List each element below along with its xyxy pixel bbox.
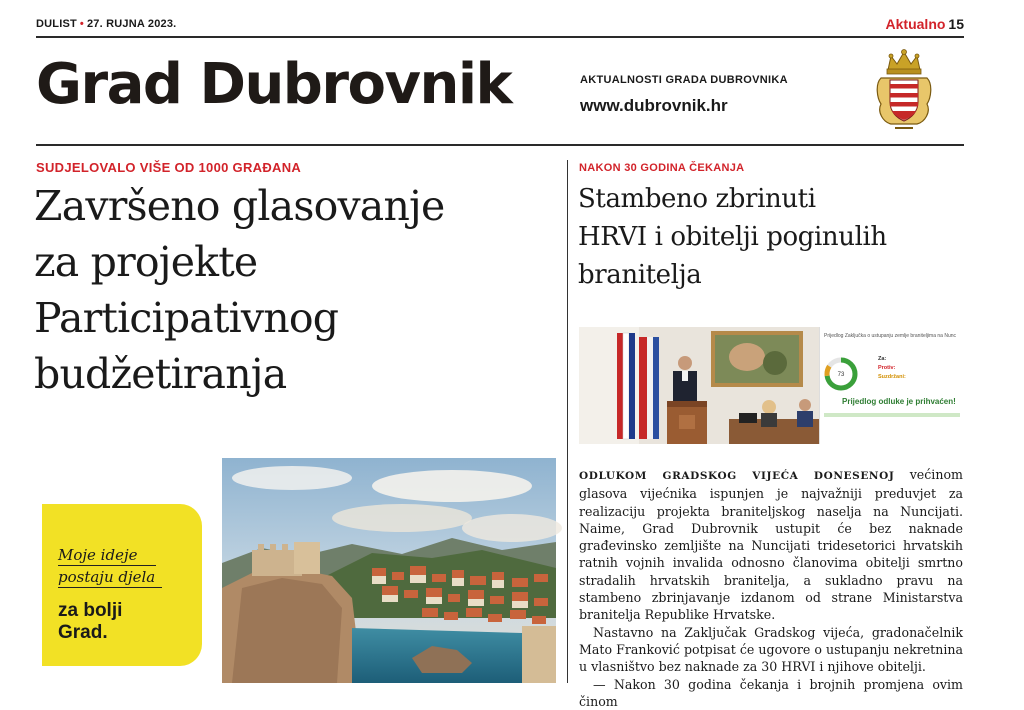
headline-line: HRVI i obitelji poginulih (578, 222, 887, 252)
vote-no-label: Protiv: (878, 365, 896, 371)
dubrovnik-coat-of-arms-icon (873, 44, 935, 136)
masthead-website[interactable]: www.dubrovnik.hr (580, 96, 728, 115)
headline-line: Završeno glasovanje (34, 182, 445, 230)
right-article-headline (578, 180, 958, 294)
promo-line-4: Grad. (58, 622, 108, 643)
headline-line: Stambeno zbrinuti (578, 184, 816, 214)
vote-yes-label: Za: (878, 356, 887, 362)
promo-underline (58, 565, 156, 566)
right-article-kicker: NAKON 30 GODINA ČEKANJA (579, 162, 745, 174)
body-paragraph-2: Nastavno na Zaključak Gradskog vijeća, gradonačelnik Mato Franković potpisat će ugovore o ustupanju nekretnina u vlasništvo bez naknade za 30 HRVI i njihove obitelji. (579, 624, 963, 675)
left-article-headline (34, 178, 564, 402)
promo-underline (58, 587, 162, 588)
masthead-subtitle: AKTUALNOSTI GRADA DUBROVNIKA (580, 74, 788, 86)
page-number: 15 (948, 16, 964, 32)
left-article-kicker: SUDJELOVALO VIŠE OD 1000 GRAĐANA (36, 160, 302, 175)
separator: • (79, 18, 84, 30)
promo-line-3: za bolji (58, 600, 123, 621)
section-info (886, 16, 964, 32)
vote-counts (878, 355, 906, 382)
headline-line: za projekte (34, 238, 258, 286)
masthead-rule (36, 144, 964, 146)
city-council-photo (579, 327, 819, 444)
vote-screen-title: Prijedlog Zaključka o ustupanju zemlje braniteljima na Nunc (824, 333, 957, 339)
headline-line: Participativnog (34, 294, 339, 342)
issue-bar (36, 18, 964, 36)
vote-gauge-icon (822, 355, 860, 393)
column-divider (567, 160, 568, 683)
vote-result-screen (819, 327, 962, 444)
promo-line-2: postaju djela (58, 568, 156, 586)
dubrovnik-coast-image (222, 458, 556, 683)
right-article-body (579, 466, 963, 710)
vote-result-text: Prijedlog odluke je prihvaćen! (842, 397, 956, 406)
top-rule (36, 36, 964, 38)
body-paragraph-1: većinom glasova vijećnika ispunjen je najvažniji preduvjet za realizaciju projekta braniteljskog naselja na Nuncijati. Naime, Grad Dubrovnik ustupit će bez naknade građevinsko zemljište na Nuncijati tridesetorici hrvatskih ratnih vojnih invalida odnosno članovima obitelji smrtno stradalih hrvatskih branitelja, a sukladno pravu na stambeno zbrinjavanje izdanom od strane Ministarstva branitelja Republike Hrvatske. (579, 467, 963, 623)
dubrovnik-coast-photo (222, 458, 556, 683)
promo-line-1: Moje ideje (58, 546, 138, 564)
headline-line: branitelja (578, 260, 702, 290)
body-paragraph (579, 466, 963, 624)
headline-line: budžetiranja (34, 350, 287, 398)
masthead-title: Grad Dubrovnik (36, 52, 512, 117)
participatory-budget-promo (42, 504, 202, 666)
body-lead: ODLUKOM GRADSKOG VIJEĆA DONESENOJ (579, 470, 895, 482)
publication-name: DULIST (36, 18, 77, 30)
city-council-image (579, 327, 819, 444)
section-name: Aktualno (885, 16, 946, 32)
vote-abstain-label: Suzdržani: (878, 374, 906, 380)
body-paragraph-3: — Nakon 30 godina čekanja i brojnih promjena ovim činom (579, 676, 963, 709)
vote-gauge-label: 73 (837, 372, 845, 378)
issue-date: 27. RUJNA 2023. (86, 18, 177, 30)
result-bar (824, 413, 960, 417)
issue-info (36, 18, 176, 30)
